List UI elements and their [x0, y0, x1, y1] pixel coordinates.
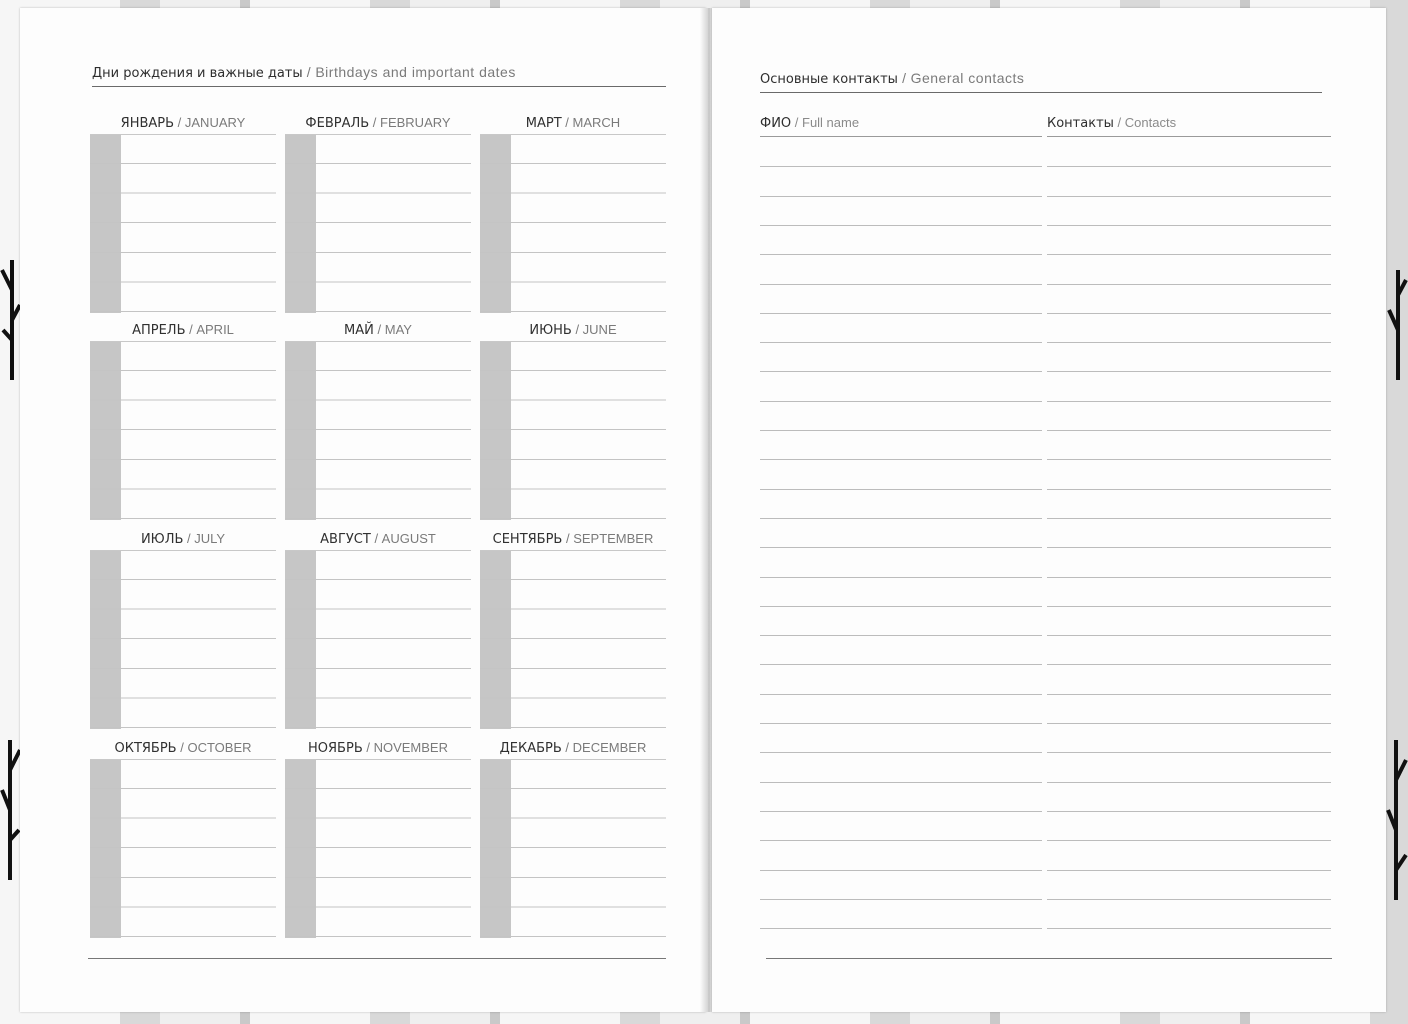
ruled-line: [1047, 635, 1331, 636]
month-block-march: [480, 115, 666, 327]
month-date-grid[interactable]: [90, 341, 276, 520]
month-date-grid[interactable]: [480, 134, 666, 313]
ruled-line: [1047, 342, 1331, 343]
branch-left-lower-icon: [0, 740, 22, 880]
ruled-line: [1047, 254, 1331, 255]
ruled-line: [760, 811, 1042, 812]
contacts-column-header: Контакты / Contacts: [1047, 115, 1177, 131]
month-label: АВГУСТ / AUGUST: [320, 531, 436, 547]
ruled-line: [760, 430, 1042, 431]
month-label: АПРЕЛЬ / APRIL: [132, 322, 234, 338]
month-block-december: [480, 740, 666, 952]
month-block-april: [90, 322, 276, 534]
ruled-line: [760, 899, 1042, 900]
month-label: НОЯБРЬ / NOVEMBER: [308, 740, 448, 756]
ruled-line: [1047, 606, 1331, 607]
ruled-line: [760, 723, 1042, 724]
contacts-page: [712, 8, 1386, 1012]
ruled-line: [1047, 928, 1331, 929]
title-ru: Основные контакты: [760, 72, 898, 87]
ruled-line: [1047, 870, 1331, 871]
full-name-column-header: ФИО / Full name: [760, 115, 860, 131]
ruled-line: [1047, 401, 1331, 402]
title-en: Birthdays and important dates: [315, 64, 516, 80]
page-bottom-rule: [88, 958, 666, 959]
ruled-line: [1047, 723, 1331, 724]
month-block-june: [480, 322, 666, 534]
branch-right-icon: [1386, 270, 1408, 380]
ruled-line: [760, 870, 1042, 871]
month-block-february: [285, 115, 471, 327]
month-date-grid[interactable]: [90, 134, 276, 313]
month-date-grid[interactable]: [90, 550, 276, 729]
ruled-line: [1047, 694, 1331, 695]
month-date-grid[interactable]: [480, 759, 666, 938]
title-en: General contacts: [910, 70, 1025, 86]
ruled-line: [760, 196, 1042, 197]
month-label: ФЕВРАЛЬ / FEBRUARY: [305, 115, 451, 131]
ruled-line: [1047, 459, 1331, 460]
branch-left-icon: [0, 260, 22, 380]
ruled-line: [760, 694, 1042, 695]
month-label: ИЮЛЬ / JULY: [140, 531, 226, 547]
ruled-line: [1047, 489, 1331, 490]
month-block-november: [285, 740, 471, 952]
ruled-line: [1047, 782, 1331, 783]
month-date-grid[interactable]: [480, 341, 666, 520]
month-label: ИЮНЬ / JUNE: [529, 322, 617, 338]
ruled-line: [1047, 371, 1331, 372]
month-block-august: [285, 531, 471, 743]
ruled-line: [760, 284, 1042, 285]
month-date-grid[interactable]: [285, 134, 471, 313]
month-date-grid[interactable]: [90, 759, 276, 938]
ruled-line: [760, 928, 1042, 929]
month-label: СЕНТЯБРЬ / SEPTEMBER: [492, 531, 654, 547]
ruled-line: [1047, 664, 1331, 665]
ruled-line: [1047, 196, 1331, 197]
ruled-line: [760, 401, 1042, 402]
ruled-line: [1047, 899, 1331, 900]
page-bottom-rule: [766, 958, 1332, 959]
full-name-entry-lines[interactable]: [760, 136, 1042, 937]
ruled-line: [760, 664, 1042, 665]
ruled-line: [760, 225, 1042, 226]
month-block-may: [285, 322, 471, 534]
month-block-october: [90, 740, 276, 952]
ruled-line: [760, 254, 1042, 255]
branch-right-lower-icon: [1386, 740, 1408, 900]
month-date-grid[interactable]: [285, 341, 471, 520]
ruled-line: [760, 459, 1042, 460]
month-date-grid[interactable]: [285, 759, 471, 938]
month-label: ОКТЯБРЬ / OCTOBER: [114, 740, 252, 756]
month-block-september: [480, 531, 666, 743]
title-separator: /: [902, 70, 907, 86]
birthdays-page-title: [92, 64, 666, 87]
month-block-january: [90, 115, 276, 327]
ruled-line: [760, 342, 1042, 343]
ruled-line: [1047, 313, 1331, 314]
ruled-line: [1047, 284, 1331, 285]
ruled-line: [760, 518, 1042, 519]
ruled-line: [1047, 430, 1331, 431]
ruled-line: [760, 371, 1042, 372]
ruled-line: [760, 752, 1042, 753]
ruled-line: [760, 313, 1042, 314]
month-label: МАЙ / MAY: [344, 322, 412, 338]
ruled-line: [760, 782, 1042, 783]
ruled-line: [1047, 840, 1331, 841]
month-block-july: [90, 531, 276, 743]
ruled-line: [760, 166, 1042, 167]
ruled-line: [760, 840, 1042, 841]
contacts-page-title: [760, 70, 1322, 93]
ruled-line: [1047, 811, 1331, 812]
ruled-line: [1047, 518, 1331, 519]
ruled-line: [1047, 547, 1331, 548]
ruled-line: [760, 577, 1042, 578]
month-label: ДЕКАБРЬ / DECEMBER: [499, 740, 647, 756]
month-date-grid[interactable]: [480, 550, 666, 729]
ruled-line: [760, 547, 1042, 548]
ruled-line: [760, 489, 1042, 490]
month-label: МАРТ / MARCH: [525, 115, 621, 131]
ruled-line: [1047, 752, 1331, 753]
ruled-line: [760, 635, 1042, 636]
ruled-line: [1047, 225, 1331, 226]
birthdays-page: [20, 8, 706, 1012]
month-date-grid[interactable]: [285, 550, 471, 729]
month-label: ЯНВАРЬ / JANUARY: [120, 115, 246, 131]
ruled-line: [1047, 166, 1331, 167]
title-ru: Дни рождения и важные даты: [92, 66, 303, 81]
ruled-line: [760, 606, 1042, 607]
contacts-entry-lines[interactable]: [1047, 136, 1331, 937]
title-separator: /: [306, 64, 312, 80]
ruled-line: [1047, 577, 1331, 578]
